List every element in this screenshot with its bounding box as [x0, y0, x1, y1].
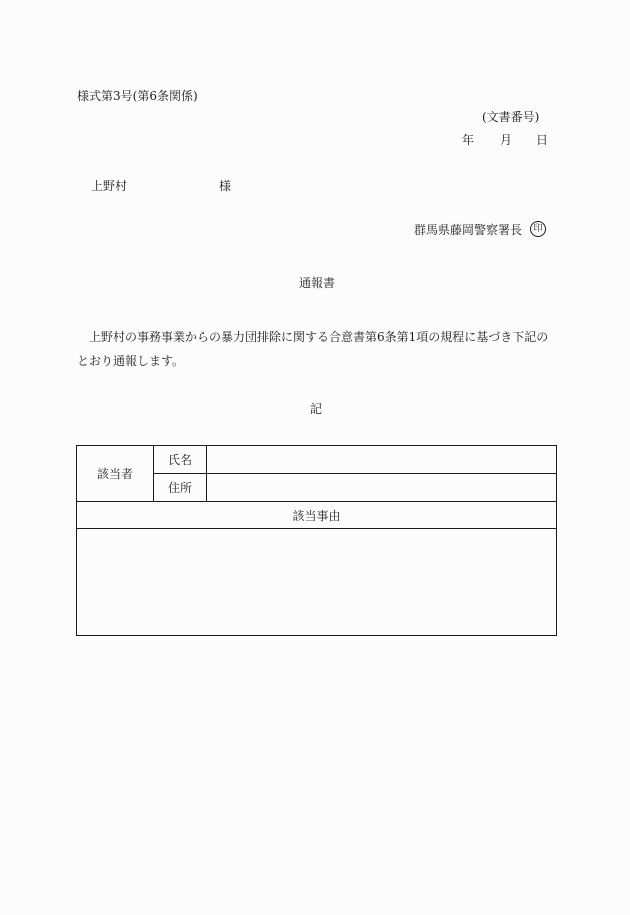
document-number: (文書番号)	[482, 110, 540, 124]
year-label: 年	[462, 133, 475, 147]
record-table	[76, 445, 557, 636]
document-title: 通報書	[299, 276, 336, 290]
name-field[interactable]	[207, 446, 557, 474]
month-label: 月	[500, 133, 513, 147]
reason-field[interactable]	[77, 529, 557, 636]
date-line	[462, 133, 548, 147]
recipient-name: 上野村	[91, 179, 128, 193]
reason-label: 該当事由	[77, 502, 557, 529]
name-label: 氏名	[154, 446, 207, 474]
recipient-honorific: 様	[219, 179, 232, 193]
subject-label: 該当者	[77, 446, 154, 502]
body-text: 上野村の事務事業からの暴力団排除に関する合意書第6条第1項の規程に基づき下記のとおり通報します。	[77, 330, 549, 368]
day-label: 日	[536, 133, 549, 147]
address-field[interactable]	[207, 474, 557, 502]
sender-name: 群馬県藤岡警察署長	[414, 223, 523, 237]
seal-mark: 印	[530, 221, 546, 237]
note-heading: 記	[310, 402, 323, 416]
form-number: 様式第3号(第6条関係)	[77, 89, 198, 103]
address-label: 住所	[154, 474, 207, 502]
